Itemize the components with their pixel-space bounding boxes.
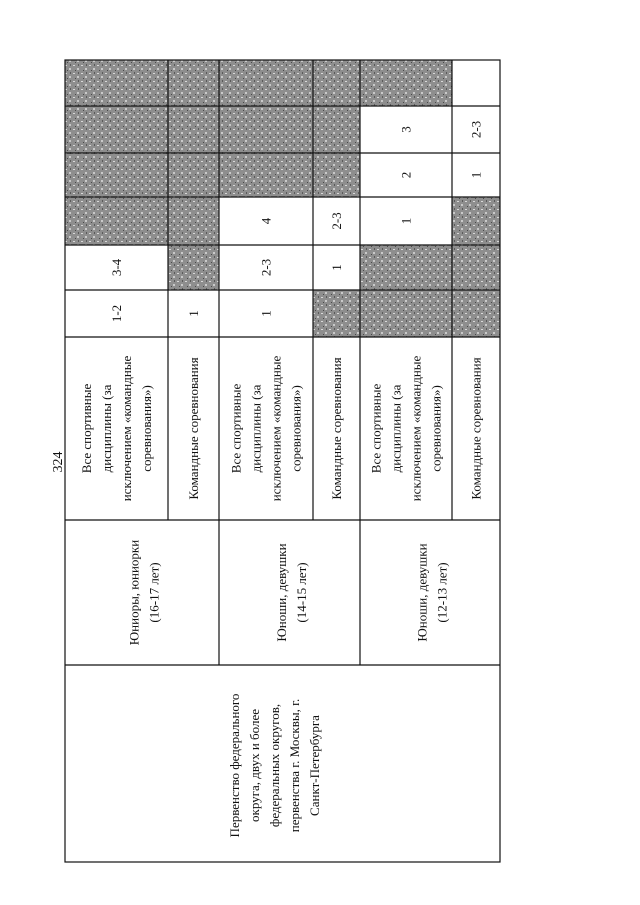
shaded-cell [313, 106, 360, 153]
shaded-cell [452, 197, 500, 245]
svg-text:1: 1 [258, 310, 274, 317]
shaded-cell [65, 197, 168, 245]
svg-text:Юниоры, юниорки(16-17 лет): Юниоры, юниорки (16-17 лет) [126, 539, 162, 646]
place-value [259, 310, 274, 317]
svg-text:Командные соревнования: Командные соревнования [329, 357, 345, 500]
svg-text:Все спортивныедисциплины (заис: Все спортивные дисциплины (за исключением «командные соревнования») [368, 355, 444, 502]
discipline-label [469, 357, 484, 499]
place-value [469, 172, 484, 179]
svg-text:1: 1 [468, 171, 484, 179]
shaded-cell [168, 60, 219, 106]
svg-text:3-4: 3-4 [109, 258, 124, 277]
place-value [329, 264, 344, 271]
discipline-label [229, 355, 304, 501]
shaded-cell [219, 60, 313, 106]
place-value [469, 121, 484, 138]
age-group-label [274, 543, 309, 641]
shaded-cell [168, 245, 219, 290]
place-value [399, 218, 414, 225]
shaded-cell [313, 153, 360, 197]
svg-text:2: 2 [398, 171, 414, 179]
shaded-cell [168, 153, 219, 197]
shaded-cell [168, 197, 219, 245]
svg-text:2-3: 2-3 [468, 120, 484, 139]
place-value [399, 172, 414, 179]
svg-text:Первенство федеральногоокруга,: Первенство федерального округа, двух и более федеральных округов, первенства г. Москвы, г. Санкт-Петербурга [227, 693, 323, 838]
discipline-label [329, 357, 344, 499]
page-number: 324 [51, 451, 66, 473]
place-value [109, 258, 124, 276]
svg-text:1-2: 1-2 [109, 304, 124, 323]
svg-text:1: 1 [398, 217, 414, 225]
shaded-cell [452, 290, 500, 337]
svg-text:Все спортивныедисциплины (заис: Все спортивные дисциплины (за исключением «командные соревнования») [228, 355, 304, 502]
place-value [109, 305, 124, 322]
discipline-label [79, 355, 154, 501]
place-value [186, 310, 201, 317]
svg-text:4: 4 [258, 217, 274, 225]
shaded-cell [219, 106, 313, 153]
shaded-cell [360, 245, 452, 290]
shaded-cell [168, 106, 219, 153]
svg-text:Все спортивныедисциплины (заис: Все спортивные дисциплины (за исключением «командные соревнования») [79, 355, 155, 502]
shaded-cell [65, 106, 168, 153]
svg-text:3: 3 [398, 126, 414, 133]
place-value [399, 126, 414, 133]
shaded-cell [360, 290, 452, 337]
shaded-cell [219, 153, 313, 197]
place-value [259, 259, 274, 276]
svg-text:Юноши, девушки(12-13 лет): Юноши, девушки (12-13 лет) [414, 543, 450, 642]
svg-text:1: 1 [329, 264, 344, 271]
svg-text:Командные соревнования: Командные соревнования [186, 357, 202, 500]
shaded-cell [313, 60, 360, 106]
shaded-cell [65, 153, 168, 197]
age-group-label [127, 540, 162, 645]
svg-text:2-3: 2-3 [329, 212, 344, 230]
svg-text:1: 1 [186, 310, 201, 317]
svg-text:Командные соревнования: Командные соревнования [468, 357, 484, 500]
shaded-cell [313, 290, 360, 337]
discipline-label [369, 355, 444, 501]
shaded-cell [65, 60, 168, 106]
discipline-label [186, 357, 201, 499]
shaded-cell [452, 245, 500, 290]
age-group-label [415, 543, 450, 641]
place-value [259, 217, 274, 224]
shaded-cell [360, 60, 452, 106]
event-title [227, 694, 322, 838]
svg-text:2-3: 2-3 [258, 258, 274, 277]
place-value [329, 212, 344, 229]
svg-text:Юноши, девушки(14-15 лет): Юноши, девушки (14-15 лет) [274, 543, 310, 642]
